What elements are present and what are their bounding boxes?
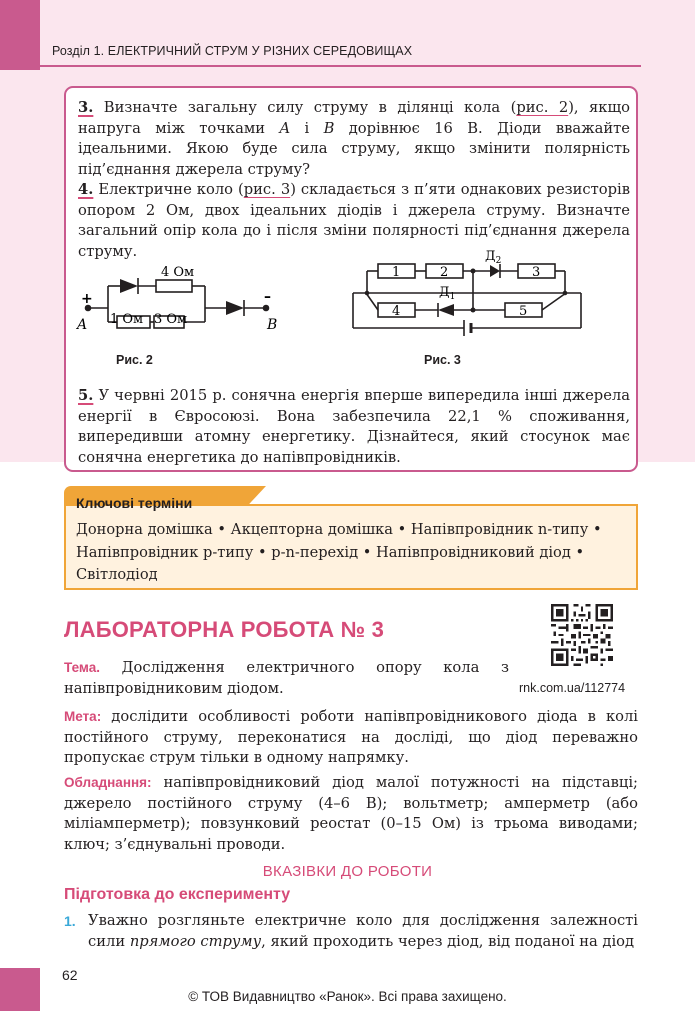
circuit-figures [66, 88, 636, 378]
key-terms-list: Донорна домішка • Акцепторна домішка • Напівпровідник n-типу • Напівпровідник p-типу • p-n-перехід • Напівпровідниковий діод • Світлодіод [76, 521, 602, 583]
fig3-label-1: 1 [392, 265, 401, 280]
fig3-circuit [353, 264, 581, 336]
fig3-caption: Рис. 3 [424, 353, 461, 367]
fig3-label-5: 5 [519, 304, 528, 319]
fig3-label-3: 3 [532, 265, 541, 280]
copyright-footer: © ТОВ Видавництво «Ранок». Всі права захищено. [188, 989, 507, 1004]
key-terms-title: Ключові терміни [76, 495, 193, 511]
figure-ref-3[interactable]: рис. 3 [243, 181, 291, 198]
figure-ref-2[interactable]: рис. 2 [516, 99, 569, 116]
qr-code-icon[interactable] [551, 604, 613, 666]
fig2-minus: – [264, 289, 271, 305]
step-1: 1. Уважно розгляньте електричне коло для дослідження залежності сили прямого струму, який проходить через діод, від поданої на діод [64, 912, 638, 950]
task-4: 4. Електричне коло (рис. 3) складається з п’яти однакових резисторів опором 2 Ом, двох ідеальних діодів і джерела струму. Визначте загальний опір кола до і після зміни полярності під’єднання джерела струму. [78, 181, 630, 260]
running-head: Розділ 1. ЕЛЕКТРИЧНИЙ СТРУМ У РІЗНИХ СЕРЕДОВИЩАХ [52, 44, 413, 58]
page-number: 62 [62, 967, 78, 983]
fig2-label-r1: 1 Ом [110, 312, 144, 327]
fig3-label-d1: $Д_1$ [439, 285, 456, 302]
qr-link[interactable]: rnk.com.ua/112774 [519, 681, 626, 695]
lab-equipment: Обладнання: напівпровідниковий діод малої потужності на підставці; джерело постійного струму (4–6 В); вольтметр; амперметр (або міліамперметр); повзунковий реостат (0–15 Ом) із трьома виводами; ключ; з’єднувальні проводи. [64, 774, 638, 853]
fig2-plus: + [81, 291, 93, 307]
fig3-diode-d1 [438, 304, 454, 316]
fig2-label-r-top: 4 Ом [161, 265, 195, 280]
header-rule [40, 65, 641, 67]
fig2-diode-1 [120, 279, 138, 293]
fig3-label-4: 4 [392, 304, 401, 319]
lab-theme: Тема. Дослідження електричного опору кола з напівпровідниковим діодом. [64, 659, 509, 697]
lab-title: ЛАБОРАТОРНА РОБОТА № 3 [64, 617, 385, 642]
fig2-label-r2: 3 Ом [154, 312, 188, 327]
subsection-heading: Підготовка до експерименту [64, 886, 291, 903]
task-3: 3. Визначте загальну силу струму в ділянці кола (рис. 2), якщо напруга між точками A і B дорівнює 16 В. Діоди вважайте ідеальними. Якою буде сила струму, якщо змінити полярність під’єднання джерела струму? [78, 99, 630, 178]
tasks-box [64, 86, 638, 472]
fig3-diode-d2 [490, 265, 500, 277]
lab-goal: Мета: дослідити особливості роботи напівпровідникового діода в колі постійного струму, переконатися на досліді, що діод переважно пропускає струм тільки в одному напрямку. [64, 708, 638, 766]
section-heading: ВКАЗІВКИ ДО РОБОТИ [262, 863, 433, 880]
task-5: 5. У червні 2015 р. сонячна енергія вперше випередила інші джерела енергії в Євросоюзі. Вона забезпечила 22,1 % споживання, випередивши атомну енергетику. Дізнайтеся, який стосунок має сонячна енергетика до напівпровідників. [78, 387, 630, 466]
fig2-resistor-4 [156, 280, 192, 292]
fig2-caption: Рис. 2 [116, 353, 153, 367]
fig2-point-a: A [77, 317, 88, 333]
page-edge-tab-top [0, 0, 40, 70]
fig2-diode-2 [226, 301, 244, 315]
fig3-label-d2: $Д_2$ [485, 249, 502, 266]
fig2-point-b: B [267, 317, 278, 333]
fig3-label-2: 2 [440, 265, 449, 280]
